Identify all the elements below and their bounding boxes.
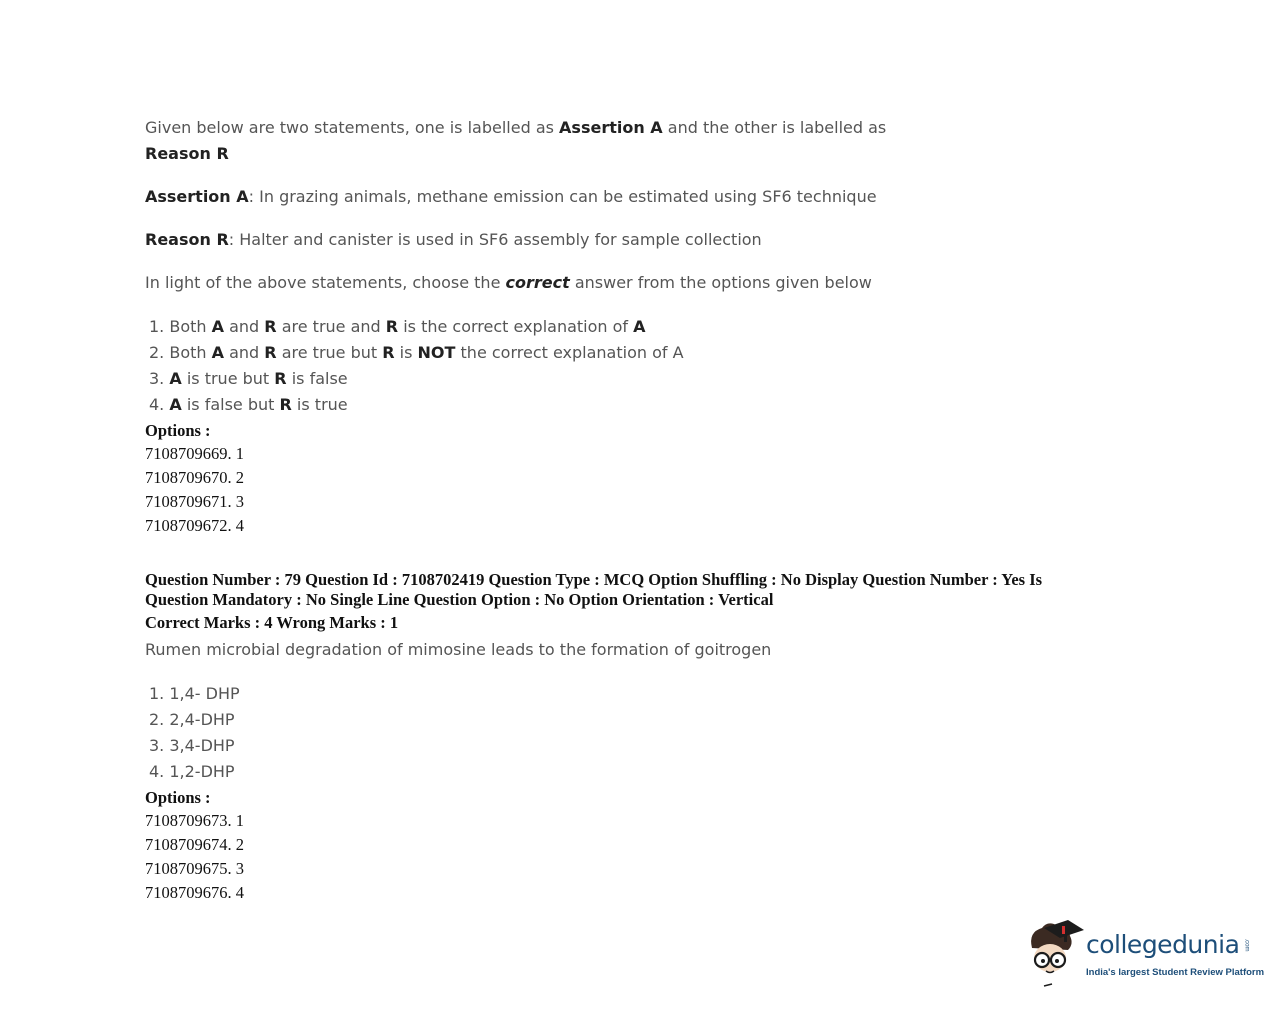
reason-statement (145, 230, 762, 249)
mascot-icon (1024, 918, 1086, 988)
q2-marks: Correct Marks : 4 Wrong Marks : 1 (145, 613, 399, 632)
choice-bold: R (382, 343, 395, 362)
choice-text: is true but (181, 369, 275, 388)
q1-choice-4 (149, 395, 348, 414)
brand-suffix: .com (1243, 938, 1250, 952)
choice-bold: NOT (417, 343, 456, 362)
intro-text: Given below are two statements, one is labelled as (145, 118, 560, 137)
q2-option-4: 7108709676. 4 (145, 883, 244, 902)
brand-name: collegedunia (1086, 930, 1240, 959)
q1-choice-3 (149, 369, 348, 388)
q2-question: Rumen microbial degradation of mimosine leads to the formation of goitrogen (145, 640, 772, 659)
q2-meta-line-1: Question Number : 79 Question Id : 7108702419 Question Type : MCQ Option Shuffling : No Display Question Number : Yes Is (145, 570, 1043, 589)
q2-choice-2: 2. 2,4-DHP (149, 710, 235, 729)
choice-bold: A (633, 317, 646, 336)
choice-bold: R (279, 395, 292, 414)
choice-text: 1. Both (149, 317, 212, 336)
q1-choice-2 (149, 343, 684, 362)
q2-meta-line-2: Question Mandatory : No Single Line Question Option : No Option Orientation : Vertical (145, 590, 774, 609)
brand-tagline: India's largest Student Review Platform (1086, 967, 1265, 978)
choice-bold: A (211, 343, 225, 362)
intro-reason: Reason R (145, 144, 229, 163)
choice-text: is (394, 343, 418, 362)
choice-bold: R (274, 369, 287, 388)
reason-text: : Halter and canister is used in SF6 assembly for sample collection (228, 230, 762, 249)
choice-text: the correct explanation of A (455, 343, 684, 362)
q2-option-2: 7108709674. 2 (145, 835, 244, 854)
choice-text: 4. (149, 395, 170, 414)
choice-text: and (224, 343, 265, 362)
choice-bold: R (264, 317, 277, 336)
choice-text: 3. (149, 369, 170, 388)
reason-label: Reason R (145, 230, 229, 249)
choice-text: is false but (181, 395, 280, 414)
instruction (145, 273, 872, 292)
instruction-emphasis: correct (505, 273, 570, 292)
q2-choice-1: 1. 1,4- DHP (149, 684, 240, 703)
assertion-text: : In grazing animals, methane emission can be estimated using SF6 technique (248, 187, 877, 206)
instruction-text: In light of the above statements, choose the (145, 273, 506, 292)
instruction-text-end: answer from the options given below (569, 273, 872, 292)
intro-text-end: and the other is labelled as (662, 118, 887, 137)
intro-assertion: Assertion A (559, 118, 663, 137)
q2-options-label: Options : (145, 788, 211, 807)
choice-bold: A (169, 369, 182, 388)
q1-intro (145, 118, 886, 137)
q1-choice-1 (149, 317, 646, 336)
choice-text: is true (291, 395, 348, 414)
q2-choice-4: 4. 1,2-DHP (149, 762, 235, 781)
q1-option-1: 7108709669. 1 (145, 444, 244, 463)
choice-text: is the correct explanation of (398, 317, 634, 336)
choice-text: 2. Both (149, 343, 212, 362)
choice-bold: A (211, 317, 225, 336)
assertion-label: Assertion A (145, 187, 249, 206)
choice-text: are true but (276, 343, 383, 362)
choice-bold: A (169, 395, 182, 414)
q2-option-1: 7108709673. 1 (145, 811, 244, 830)
choice-bold: R (385, 317, 399, 336)
q2-option-3: 7108709675. 3 (145, 859, 244, 878)
choice-text: is false (286, 369, 348, 388)
choice-text: and (224, 317, 265, 336)
q1-option-3: 7108709671. 3 (145, 492, 244, 511)
choice-bold: R (264, 343, 277, 362)
q1-intro-reason (145, 144, 229, 163)
q1-option-2: 7108709670. 2 (145, 468, 244, 487)
q1-option-4: 7108709672. 4 (145, 516, 244, 535)
choice-text: are true and (276, 317, 386, 336)
assertion-statement (145, 187, 877, 206)
q2-choice-3: 3. 3,4-DHP (149, 736, 235, 755)
q1-options-label: Options : (145, 421, 211, 440)
